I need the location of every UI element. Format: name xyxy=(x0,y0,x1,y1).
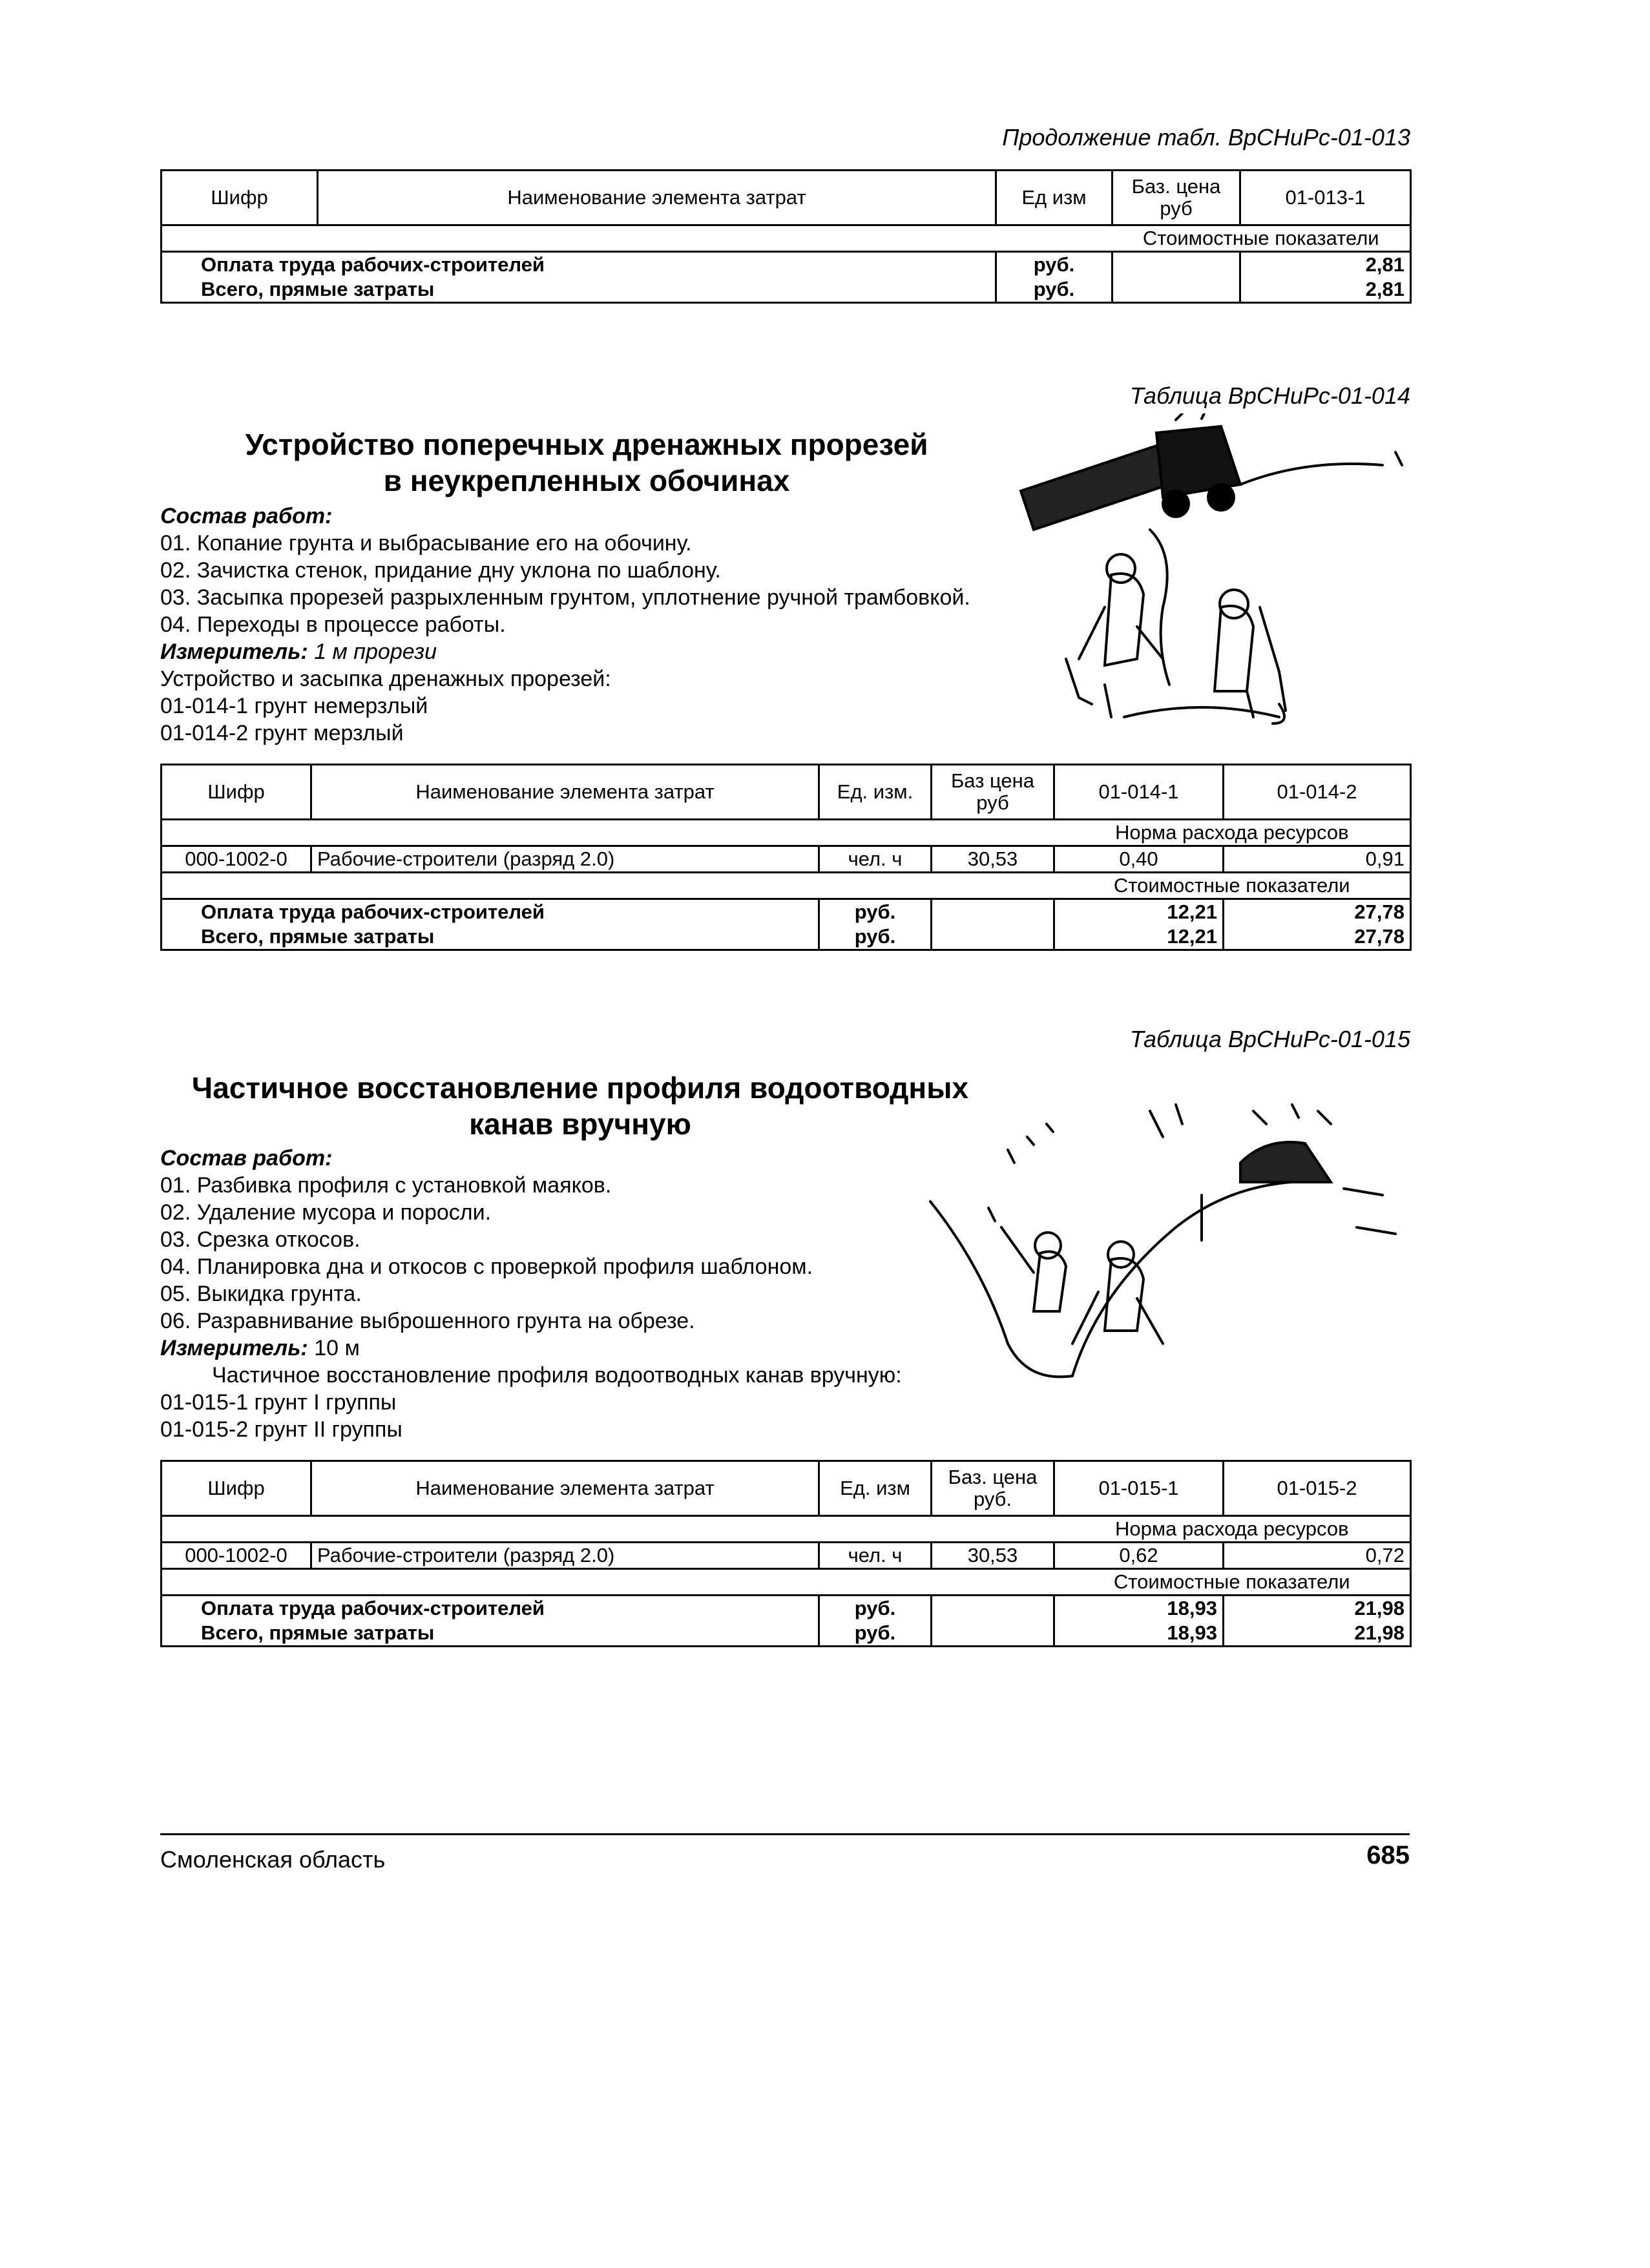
row-unit: руб. xyxy=(996,277,1112,303)
row-price: 30,53 xyxy=(932,1543,1054,1569)
header-code: Шифр xyxy=(162,765,311,820)
header-col2: 01-015-2 xyxy=(1224,1461,1411,1516)
footer-rule xyxy=(160,1833,1410,1835)
section-cost: Стоимостные показатели xyxy=(1054,1569,1411,1596)
section-title-015 xyxy=(160,1070,1000,1142)
row-price xyxy=(1112,252,1240,278)
section-title-014 xyxy=(160,426,1013,499)
table-row xyxy=(162,846,1411,873)
header-unit: Ед. изм. xyxy=(819,765,932,820)
header-price: Баз. цена руб xyxy=(1112,171,1240,225)
header-name: Наименование элемента затрат xyxy=(311,1461,819,1516)
measure-label: Измеритель: xyxy=(160,640,308,664)
work-item: 04. Планировка дна и откосов с проверкой профиля шаблоном. xyxy=(160,1254,813,1279)
table-01-014 xyxy=(160,764,1412,951)
work-item: 01. Разбивка профиля с установкой маяков. xyxy=(160,1173,612,1198)
header-name: Наименование элемента затрат xyxy=(318,171,996,225)
row-value: 0,91 xyxy=(1224,846,1411,873)
item-line: 01-015-2 грунт II группы xyxy=(160,1417,402,1442)
title-line: канав вручную xyxy=(469,1107,691,1141)
table-row xyxy=(162,1596,1411,1621)
row-unit: руб. xyxy=(819,899,932,925)
section-spacer xyxy=(162,1516,1054,1543)
row-name: Всего, прямые затраты xyxy=(162,1621,819,1647)
item-line: 01-014-1 грунт немерзлый xyxy=(160,694,428,718)
row-value: 0,72 xyxy=(1224,1543,1411,1569)
header-name: Наименование элемента затрат xyxy=(311,765,819,820)
measure-line xyxy=(160,638,1052,665)
header-col2: 01-014-2 xyxy=(1224,765,1411,820)
row-price xyxy=(932,1596,1054,1621)
measure-value: 1 м прорези xyxy=(314,640,437,664)
row-value: 2,81 xyxy=(1240,277,1411,303)
table-row xyxy=(162,1621,1411,1647)
row-price: 30,53 xyxy=(932,846,1054,873)
intro-line: Частичное восстановление профиля водоотводных канав вручную: xyxy=(212,1363,902,1388)
header-code: Шифр xyxy=(162,171,318,225)
section-spacer xyxy=(162,1569,1054,1596)
work-item: 05. Выкидка грунта. xyxy=(160,1282,362,1306)
footer-region: Смоленская область xyxy=(160,1846,386,1873)
row-unit: руб. xyxy=(819,924,932,950)
row-value: 18,93 xyxy=(1054,1621,1224,1647)
row-unit: руб. xyxy=(996,252,1112,278)
section-spacer xyxy=(162,873,1054,899)
page-number: 685 xyxy=(1366,1841,1410,1869)
header-price: Баз цена руб xyxy=(932,765,1054,820)
header-unit: Ед изм xyxy=(996,171,1112,225)
table-01-015 xyxy=(160,1460,1412,1647)
section-norm: Норма расхода ресурсов xyxy=(1054,1516,1411,1543)
row-value: 18,93 xyxy=(1054,1596,1224,1621)
row-value: 21,98 xyxy=(1224,1621,1411,1647)
section-cost: Стоимостные показатели xyxy=(1112,225,1411,252)
continuation-caption: Продолжение табл. ВрСНиРс-01-013 xyxy=(1002,124,1410,151)
work-label: Состав работ: xyxy=(160,504,333,528)
section-norm: Норма расхода ресурсов xyxy=(1054,820,1411,846)
item-line: 01-014-2 грунт мерзлый xyxy=(160,721,404,745)
row-value: 0,40 xyxy=(1054,846,1224,873)
title-line: в неукрепленных обочинах xyxy=(383,464,790,497)
header-price: Баз. цена руб. xyxy=(932,1461,1054,1516)
row-code: 000-1002-0 xyxy=(162,1543,311,1569)
work-item: 06. Разравнивание выброшенного грунта на обрезе. xyxy=(160,1309,695,1333)
title-line: Устройство поперечных дренажных прорезей xyxy=(245,428,928,461)
header-col1: 01-013-1 xyxy=(1240,171,1411,225)
row-value: 27,78 xyxy=(1224,899,1411,925)
table-01-013 xyxy=(160,169,1412,304)
row-unit: руб. xyxy=(819,1596,932,1621)
item-line: 01-015-1 грунт I группы xyxy=(160,1390,397,1415)
work-item: 04. Переходы в процессе работы. xyxy=(160,612,506,637)
row-name: Оплата труда рабочих-строителей xyxy=(162,252,996,278)
row-name: Оплата труда рабочих-строителей xyxy=(162,1596,819,1621)
row-value: 27,78 xyxy=(1224,924,1411,950)
table-row xyxy=(162,277,1411,303)
table-row xyxy=(162,924,1411,950)
section-spacer xyxy=(162,225,1112,252)
section-cost: Стоимостные показатели xyxy=(1054,873,1411,899)
header-col1: 01-014-1 xyxy=(1054,765,1224,820)
row-name: Всего, прямые затраты xyxy=(162,924,819,950)
row-name: Рабочие-строители (разряд 2.0) xyxy=(311,846,819,873)
row-unit: чел. ч xyxy=(819,846,932,873)
row-price xyxy=(932,924,1054,950)
intro-line: Устройство и засыпка дренажных прорезей: xyxy=(160,667,611,691)
header-unit: Ед. изм xyxy=(819,1461,932,1516)
header-code: Шифр xyxy=(162,1461,311,1516)
row-name: Всего, прямые затраты xyxy=(162,277,996,303)
row-value: 2,81 xyxy=(1240,252,1411,278)
measure-value: 10 м xyxy=(314,1336,360,1360)
row-code: 000-1002-0 xyxy=(162,846,311,873)
table-caption-015: Таблица ВрСНиРс-01-015 xyxy=(1129,1026,1410,1052)
row-price xyxy=(932,1621,1054,1647)
work-item: 02. Зачистка стенок, придание дну уклона по шаблону. xyxy=(160,558,721,583)
row-name: Оплата труда рабочих-строителей xyxy=(162,899,819,925)
table-row xyxy=(162,899,1411,925)
table-caption-014: Таблица ВрСНиРс-01-014 xyxy=(1129,382,1410,409)
row-name: Рабочие-строители (разряд 2.0) xyxy=(311,1543,819,1569)
table-row xyxy=(162,252,1411,278)
workers-truck-illustration xyxy=(1008,413,1421,749)
row-unit: руб. xyxy=(819,1621,932,1647)
header-col1: 01-015-1 xyxy=(1054,1461,1224,1516)
row-price xyxy=(932,899,1054,925)
row-price xyxy=(1112,277,1240,303)
work-item: 03. Срезка откосов. xyxy=(160,1227,360,1252)
work-label: Состав работ: xyxy=(160,1146,333,1170)
row-value: 0,62 xyxy=(1054,1543,1224,1569)
work-item: 01. Копание грунта и выбрасывание его на обочину. xyxy=(160,531,692,556)
table-row xyxy=(162,1543,1411,1569)
row-unit: чел. ч xyxy=(819,1543,932,1569)
row-value: 12,21 xyxy=(1054,924,1224,950)
measure-label: Измеритель: xyxy=(160,1336,308,1360)
section-spacer xyxy=(162,820,1054,846)
work-item: 02. Удаление мусора и поросли. xyxy=(160,1200,492,1225)
row-value: 12,21 xyxy=(1054,899,1224,925)
row-value: 21,98 xyxy=(1224,1596,1411,1621)
ditch-workers-illustration xyxy=(879,1098,1408,1395)
work-description-014 xyxy=(160,503,1052,747)
title-line: Частичное восстановление профиля водоотводных xyxy=(191,1071,969,1105)
work-item: 03. Засыпка прорезей разрыхленным грунтом, уплотнение ручной трамбовкой. xyxy=(160,585,970,610)
